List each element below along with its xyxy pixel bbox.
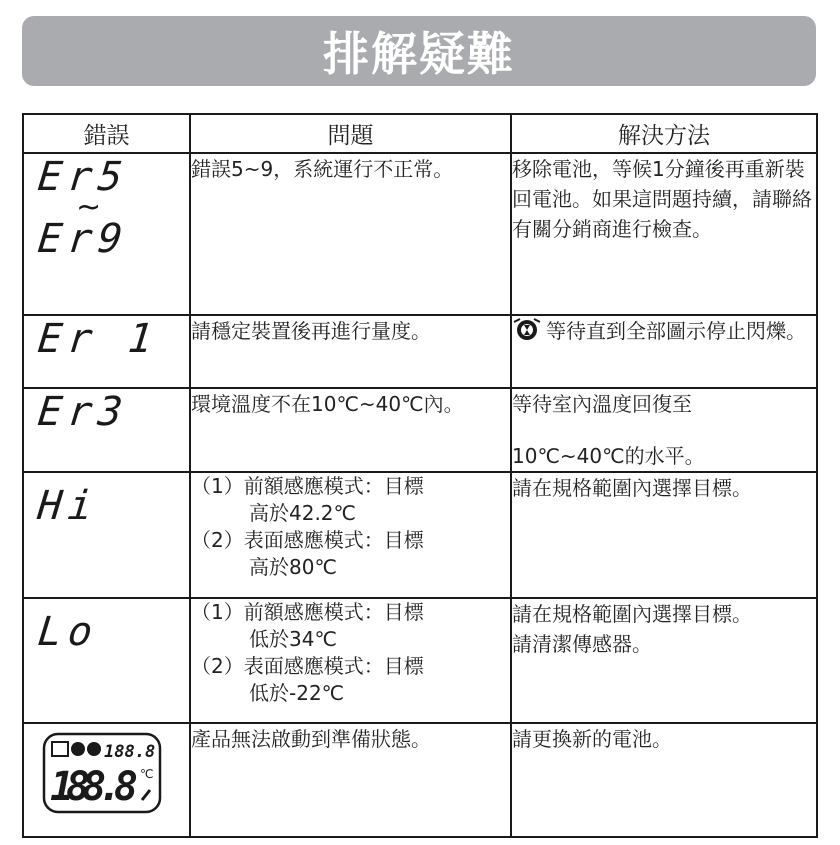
header-error: 錯誤 xyxy=(23,114,190,153)
solution-line: 請清潔傳感器。 xyxy=(512,632,652,656)
page-title: 排解疑難 xyxy=(323,27,515,81)
problem-cell xyxy=(190,598,511,723)
solution-line: 等待室內溫度回復至 xyxy=(512,392,692,416)
error-code-hi: Hi xyxy=(35,483,101,529)
error-code-er3: Er3 xyxy=(35,389,131,435)
error-code-cell xyxy=(23,315,190,388)
table-row xyxy=(23,153,817,315)
problem-cell: 錯誤5~9，系統運行不正常。 xyxy=(190,153,511,315)
table-row xyxy=(23,598,817,723)
header-problem: 問題 xyxy=(190,114,511,153)
error-code-cell xyxy=(23,388,190,472)
error-code-lo: Lo xyxy=(35,609,101,655)
problem-line: 高於42.2℃ xyxy=(249,501,356,525)
table-row xyxy=(23,723,817,837)
problem-line: （1）前額感應模式：目標 xyxy=(191,474,424,498)
problem-cell: 環境溫度不在10℃~40℃內。 xyxy=(190,388,511,472)
solution-text: 等待直到全部圖示停止閃爍。 xyxy=(546,319,806,343)
troubleshooting-table xyxy=(22,113,818,838)
problem-line: 低於34℃ xyxy=(249,627,337,651)
error-code-er1: Er 1 xyxy=(35,316,161,362)
table-row xyxy=(23,315,817,388)
error-code-cell xyxy=(23,153,190,315)
error-code-cell xyxy=(23,472,190,598)
error-code-cell xyxy=(23,723,190,837)
lcd-big-digits: 188.8 xyxy=(50,764,138,810)
error-code-cell xyxy=(23,598,190,723)
problem-cell: 產品無法啟動到準備狀態。 xyxy=(190,723,511,837)
range-tilde: ~ xyxy=(76,190,102,225)
lcd-small-digits: 188.8 xyxy=(104,742,156,762)
solution-line: 請在規格範圍內選擇目標。 xyxy=(512,602,752,626)
header-solution: 解決方法 xyxy=(511,114,817,153)
solution-cell xyxy=(511,315,817,388)
title-banner xyxy=(22,16,816,86)
problem-line: 低於-22℃ xyxy=(249,681,345,705)
solution-line: 10℃~40℃的水平。 xyxy=(512,444,705,468)
solution-cell xyxy=(511,388,817,472)
problem-line: （2）表面感應模式：目標 xyxy=(191,528,424,552)
problem-line: （2）表面感應模式：目標 xyxy=(191,654,424,678)
solution-cell: 請在規格範圍內選擇目標。 xyxy=(511,472,817,598)
solution-cell xyxy=(511,598,817,723)
problem-line: 高於80℃ xyxy=(249,555,337,579)
table-header-row xyxy=(23,114,817,153)
table-row xyxy=(23,472,817,598)
error-code-er5: Er5 xyxy=(35,154,131,200)
hourglass-icon xyxy=(512,316,542,350)
lcd-display-icon xyxy=(42,732,162,814)
solution-cell: 移除電池，等候1分鐘後再重新裝回電池。如果這問題持續，請聯絡有關分銷商進行檢查。 xyxy=(511,153,817,315)
problem-cell xyxy=(190,472,511,598)
problem-cell: 請穩定裝置後再進行量度。 xyxy=(190,315,511,388)
solution-cell: 請更換新的電池。 xyxy=(511,723,817,837)
lcd-unit: ℃ xyxy=(140,767,154,781)
error-code-er9: Er9 xyxy=(35,216,131,262)
problem-line: （1）前額感應模式：目標 xyxy=(191,600,424,624)
table-row xyxy=(23,388,817,472)
